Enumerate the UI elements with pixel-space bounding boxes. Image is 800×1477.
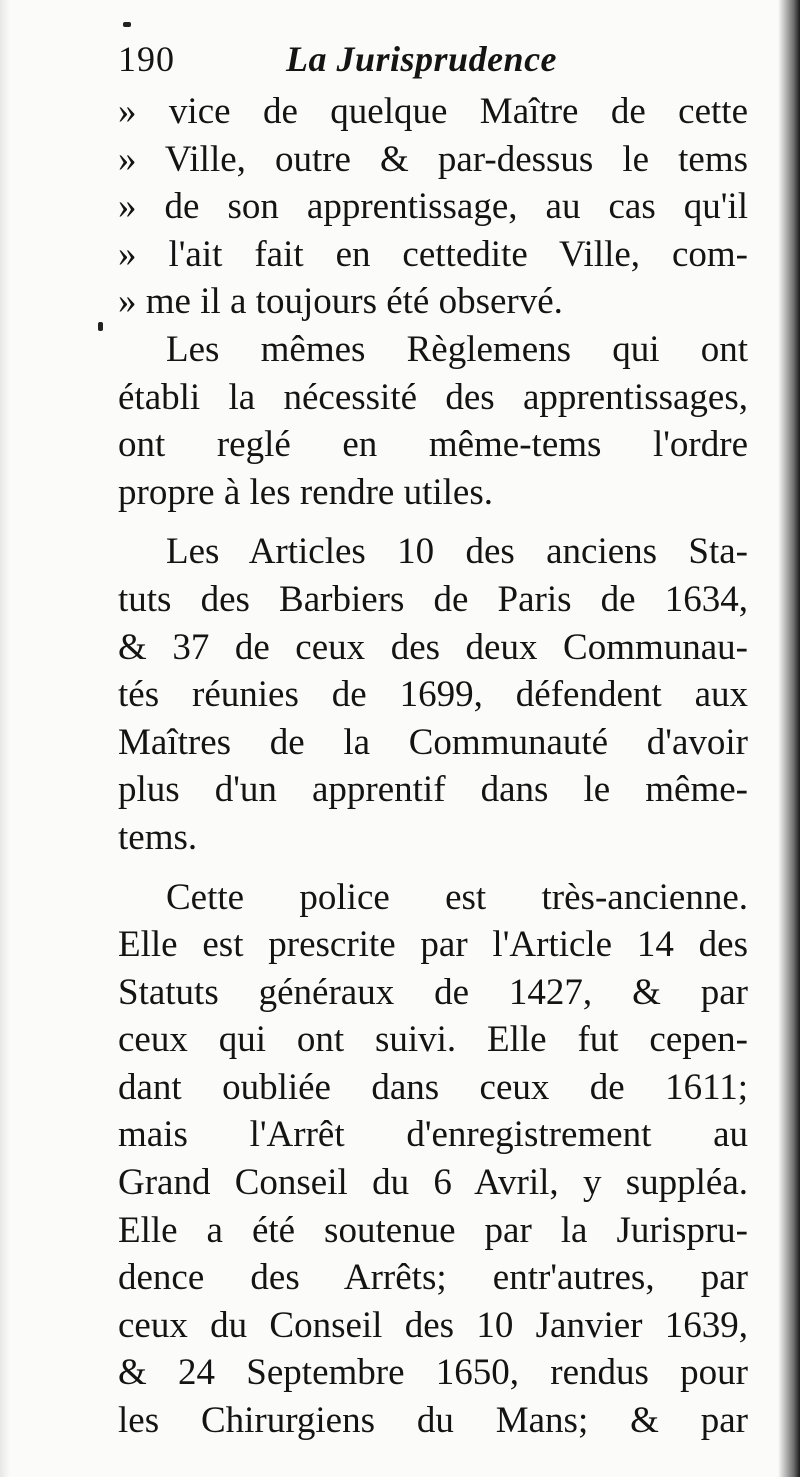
- text-line: ceux qui ont suivi. Elle fut cepen-: [118, 1019, 748, 1061]
- text-line: Grand Conseil du 6 Avril, y suppléa.: [118, 1162, 748, 1204]
- text-line: & 24 Septembre 1650, rendus pour: [118, 1352, 748, 1394]
- text-line: Les mêmes Règlemens qui ont: [166, 328, 748, 370]
- text-line: Elle est prescrite par l'Article 14 des: [118, 924, 748, 966]
- text-line: Elle a été soutenue par la Jurispru-: [118, 1209, 748, 1251]
- text-line: ont reglé en même-tems l'ordre: [118, 424, 748, 466]
- page-edge-shadow: [778, 0, 800, 1477]
- text-line: » de son apprentissage, au cas qu'il: [118, 186, 748, 228]
- text-line: tés réunies de 1699, défendent aux: [118, 674, 748, 716]
- ink-speck: [123, 22, 131, 27]
- text-line: tems.: [118, 816, 198, 858]
- text-line: dence des Arrêts; entr'autres, par: [118, 1257, 748, 1299]
- paragraph-gap: [118, 862, 748, 874]
- ink-speck: [98, 322, 103, 331]
- running-title: La Jurisprudence: [286, 39, 558, 79]
- page-gutter-shadow: [0, 0, 10, 1477]
- text-line: dant oubliée dans ceux de 1611;: [118, 1066, 748, 1108]
- text-line: propre à les rendre utiles.: [118, 471, 493, 513]
- text-line: mais l'Arrêt d'enregistrement au: [118, 1114, 748, 1156]
- text-line: plus d'un apprentif dans le même-: [118, 769, 748, 811]
- page-number: 190: [118, 39, 175, 79]
- text-line: & 37 de ceux des deux Communau-: [118, 626, 748, 668]
- text-line: Maîtres de la Communauté d'avoir: [118, 721, 748, 763]
- text-line: Les Articles 10 des anciens Sta-: [166, 531, 748, 573]
- page-header: [118, 38, 758, 88]
- text-line: les Chirurgiens du Mans; & par: [118, 1400, 748, 1442]
- text-line: Statuts généraux de 1427, & par: [118, 971, 748, 1013]
- text-line: établi la nécessité des apprentissages,: [118, 376, 748, 418]
- text-line: tuts des Barbiers de Paris de 1634,: [118, 578, 748, 620]
- text-line: » vice de quelque Maître de cette: [118, 91, 748, 132]
- text-line: » l'ait fait en cettedite Ville, com-: [118, 233, 748, 275]
- text-line: ceux du Conseil des 10 Janvier 1639,: [118, 1304, 748, 1346]
- paragraph-gap: [118, 516, 748, 528]
- text-line: Cette police est très-ancienne.: [166, 876, 748, 918]
- text-line: » Ville, outre & par-dessus le tems: [118, 138, 748, 180]
- text-line: » me il a toujours été observé.: [118, 281, 563, 323]
- body-text: [118, 88, 748, 1445]
